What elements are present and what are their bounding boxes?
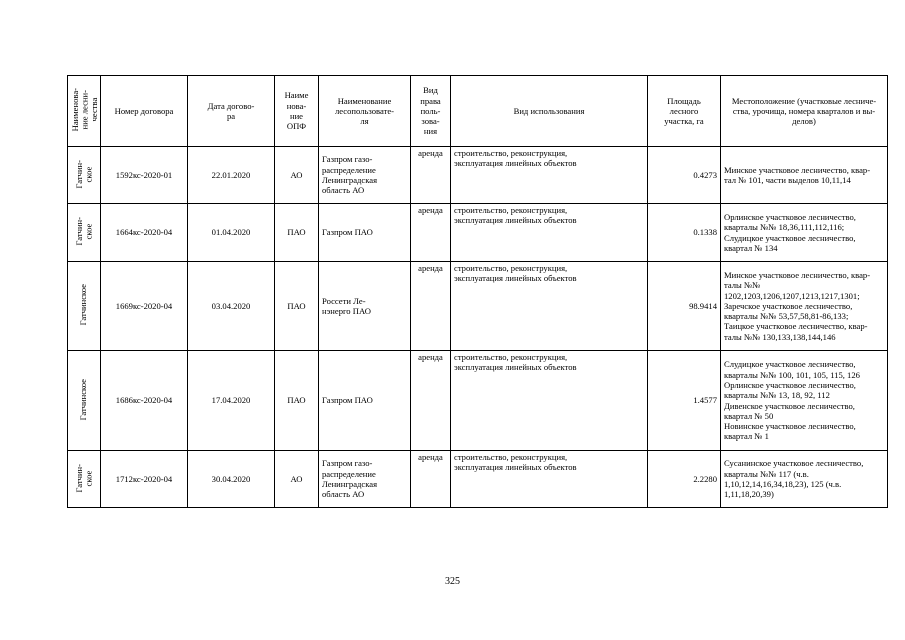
cell-contract-date: 03.04.2020: [188, 262, 275, 351]
cell-location: Орлинское участковое лесничество, кварталы №№ 18,36,111,112,116; Слудицкое участковое лесничество, квартал № 134: [721, 204, 888, 262]
cell-location: Сусанинское участковое лесничество, кварталы №№ 117 (ч.в. 1,10,12,14,16,34,18,23), 125 (ч.в. 1,11,18,20,39): [721, 451, 888, 508]
cell-area: 0.1338: [648, 204, 721, 262]
table-row: [68, 351, 888, 451]
cell-contract-number: 1669кс-2020-04: [101, 262, 188, 351]
cell-usage-type: строительство, реконструкция, эксплуатация линейных объектов: [451, 147, 648, 204]
header-contract-number: Номер договора: [101, 76, 188, 147]
cell-opf: ПАО: [275, 351, 319, 451]
header-region: Наименова- ние лесни- чества: [68, 76, 101, 147]
contracts-table: [67, 75, 888, 508]
cell-usage-type: строительство, реконструкция, эксплуатация линейных объектов: [451, 262, 648, 351]
cell-opf: АО: [275, 147, 319, 204]
cell-area: 1.4577: [648, 351, 721, 451]
cell-opf: ПАО: [275, 204, 319, 262]
cell-contract-number: 1592кс-2020-01: [101, 147, 188, 204]
cell-contract-date: 22.01.2020: [188, 147, 275, 204]
cell-contract-date: 17.04.2020: [188, 351, 275, 451]
table-row: [68, 262, 888, 351]
cell-right-type: аренда: [411, 262, 451, 351]
cell-usage-type: строительство, реконструкция, эксплуатация линейных объектов: [451, 451, 648, 508]
header-contract-date: Дата догово- ра: [188, 76, 275, 147]
header-opf: Наиме нова- ние ОПФ: [275, 76, 319, 147]
cell-contract-date: 01.04.2020: [188, 204, 275, 262]
cell-contract-number: 1712кс-2020-04: [101, 451, 188, 508]
cell-user-name: Газпром газо- распределение Ленинградская область АО: [319, 147, 411, 204]
cell-user-name: Газпром ПАО: [319, 204, 411, 262]
header-area: Площадь лесного участка, га: [648, 76, 721, 147]
table-row: [68, 451, 888, 508]
cell-usage-type: строительство, реконструкция, эксплуатация линейных объектов: [451, 351, 648, 451]
cell-opf: АО: [275, 451, 319, 508]
cell-region: Гатчин- ское: [68, 147, 101, 204]
cell-area: 0.4273: [648, 147, 721, 204]
cell-region: Гатчин- ское: [68, 204, 101, 262]
cell-location: Минское участковое лесничество, квар- тал № 101, части выделов 10,11,14: [721, 147, 888, 204]
header-usage-type: Вид использования: [451, 76, 648, 147]
page-number: 325: [445, 576, 460, 587]
cell-location: Слудицкое участковое лесничество, кварталы №№ 100, 101, 105, 115, 126 Орлинское участковое лесничество, кварталы №№ 13, 18, 92, 112 Дивенское участковое лесничество, квартал № 50 Новинское участковое лесничество, квартал № 1: [721, 351, 888, 451]
cell-right-type: аренда: [411, 204, 451, 262]
cell-region: Гатчин- ское: [68, 451, 101, 508]
cell-region: Гатчинское: [68, 351, 101, 451]
cell-user-name: Газпром газо- распределение Ленинградская область АО: [319, 451, 411, 508]
cell-area: 2.2280: [648, 451, 721, 508]
table-header-row: [68, 76, 888, 147]
header-right-type: Вид права поль- зова- ния: [411, 76, 451, 147]
cell-contract-number: 1686кс-2020-04: [101, 351, 188, 451]
cell-area: 98.9414: [648, 262, 721, 351]
cell-user-name: Газпром ПАО: [319, 351, 411, 451]
cell-right-type: аренда: [411, 147, 451, 204]
cell-right-type: аренда: [411, 351, 451, 451]
cell-user-name: Россети Ле- нэнерго ПАО: [319, 262, 411, 351]
cell-contract-date: 30.04.2020: [188, 451, 275, 508]
cell-contract-number: 1664кс-2020-04: [101, 204, 188, 262]
table-row: [68, 147, 888, 204]
cell-opf: ПАО: [275, 262, 319, 351]
cell-location: Минское участковое лесничество, квар- талы №№ 1202,1203,1206,1207,1213,1217,1301; Заречское участковое лесничество, кварталы №№ 53,57,58,81-86,133; Таицкое участковое лесничество, квар- талы №№ 130,133,138,144,146: [721, 262, 888, 351]
header-location: Местоположение (участковые лесниче- ства, урочища, номера кварталов и вы- делов): [721, 76, 888, 147]
header-user-name: Наименование лесопользовате- ля: [319, 76, 411, 147]
table-row: [68, 204, 888, 262]
cell-right-type: аренда: [411, 451, 451, 508]
cell-usage-type: строительство, реконструкция, эксплуатация линейных объектов: [451, 204, 648, 262]
cell-region: Гатчинское: [68, 262, 101, 351]
